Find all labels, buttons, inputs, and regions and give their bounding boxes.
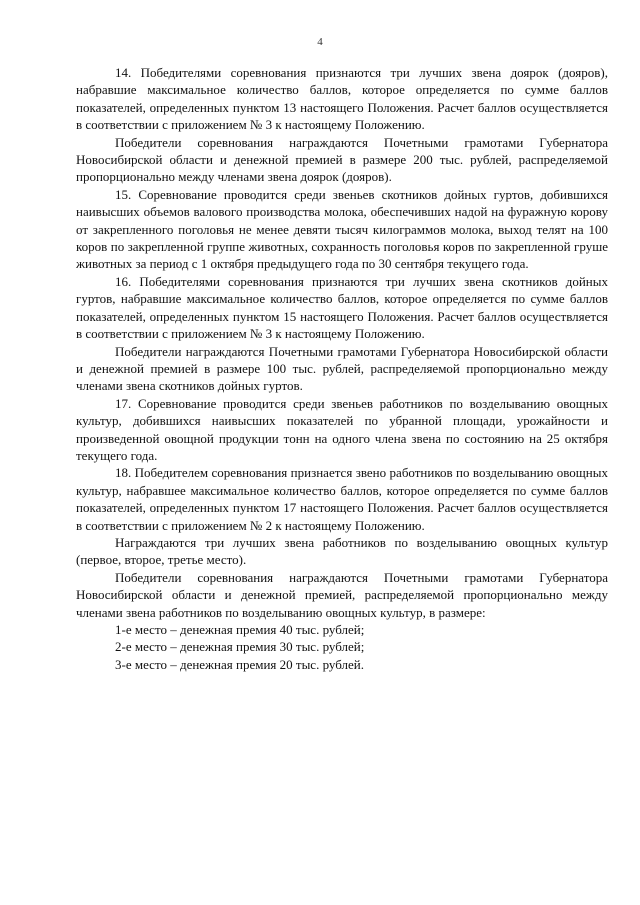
prize-second-place: 2-е место – денежная премия 30 тыс. рублей; (115, 639, 365, 655)
paragraph-18: 18. Победителем соревнования признается звено работников по возделыванию овощных культур, набравшее максимальное количество баллов, которое определяется по сумме баллов показателей, определенных пунктом 17 настоящего Положения. Расчет баллов осуществляется в соответствии с приложением № 2 к настоящему Положению. (76, 465, 608, 533)
paragraph-18-award: Победители соревнования награждаются Почетными грамотами Губернатора Новосибирской области и денежной премией, распределяемой пропорционально между членами звена работников по возделыванию овощных культур, в размере: (76, 569, 608, 620)
prize-first-place: 1-е место – денежная премия 40 тыс. рублей; (115, 622, 365, 637)
prize-third-place: 3-е место – денежная премия 20 тыс. рублей. (115, 656, 364, 672)
paragraph-16-award: Победители награждаются Почетными грамотами Губернатора Новосибирской области и денежной премией в размере 100 тыс. рублей, распределяемой пропорционально между членами звена скотников дойных гуртов. (76, 343, 608, 394)
paragraph-15: 15. Соревнование проводится среди звеньев скотников дойных гуртов, добившихся наивысших объемов валового производства молока, обеспечивших надой на фуражную корову от закрепленного поголовья не менее девяти тысяч килограммов молока, выход телят на 100 коров по закрепленной группе животных, сохранность поголовья коров по закрепленной груше животных за период с 1 октября предыдущего года по 30 сентября текущего года. (76, 186, 608, 272)
paragraph-17: 17. Соревнование проводится среди звеньев работников по возделыванию овощных культур, добившихся наивысших показателей по убранной площади, урожайности и произведенной овощной продукции тонн на одного члена звена по состоянию на 25 октября текущего года. (76, 395, 608, 463)
paragraph-16: 16. Победителями соревнования признаются три лучших звена скотников дойных гуртов, набравшие максимальное количество баллов, которое определяется по сумме баллов показателей, определенных пунктом 15 настоящего Положения. Расчет баллов осуществляется в соответствии с приложением № 3 к настоящему Положению. (76, 273, 608, 342)
paragraph-18-winners: Награждаются три лучших звена работников по возделыванию овощных культур (первое, второе, третье место). (76, 534, 608, 568)
document-body (76, 64, 608, 673)
paragraph-14-award: Победители соревнования награждаются Почетными грамотами Губернатора Новосибирской области и денежной премией в размере 200 тыс. рублей, распределяемой пропорционально между членами звена доярок (дояров). (76, 134, 608, 185)
page-number: 4 (317, 36, 323, 48)
paragraph-14: 14. Победителями соревнования признаются три лучших звена доярок (дояров), набравшие максимальное количество баллов, которое определяется по сумме баллов показателей, определенных пунктом 13 настоящего Положения. Расчет баллов осуществляется в соответствии с приложением № 3 к настоящему Положению. (76, 65, 608, 133)
